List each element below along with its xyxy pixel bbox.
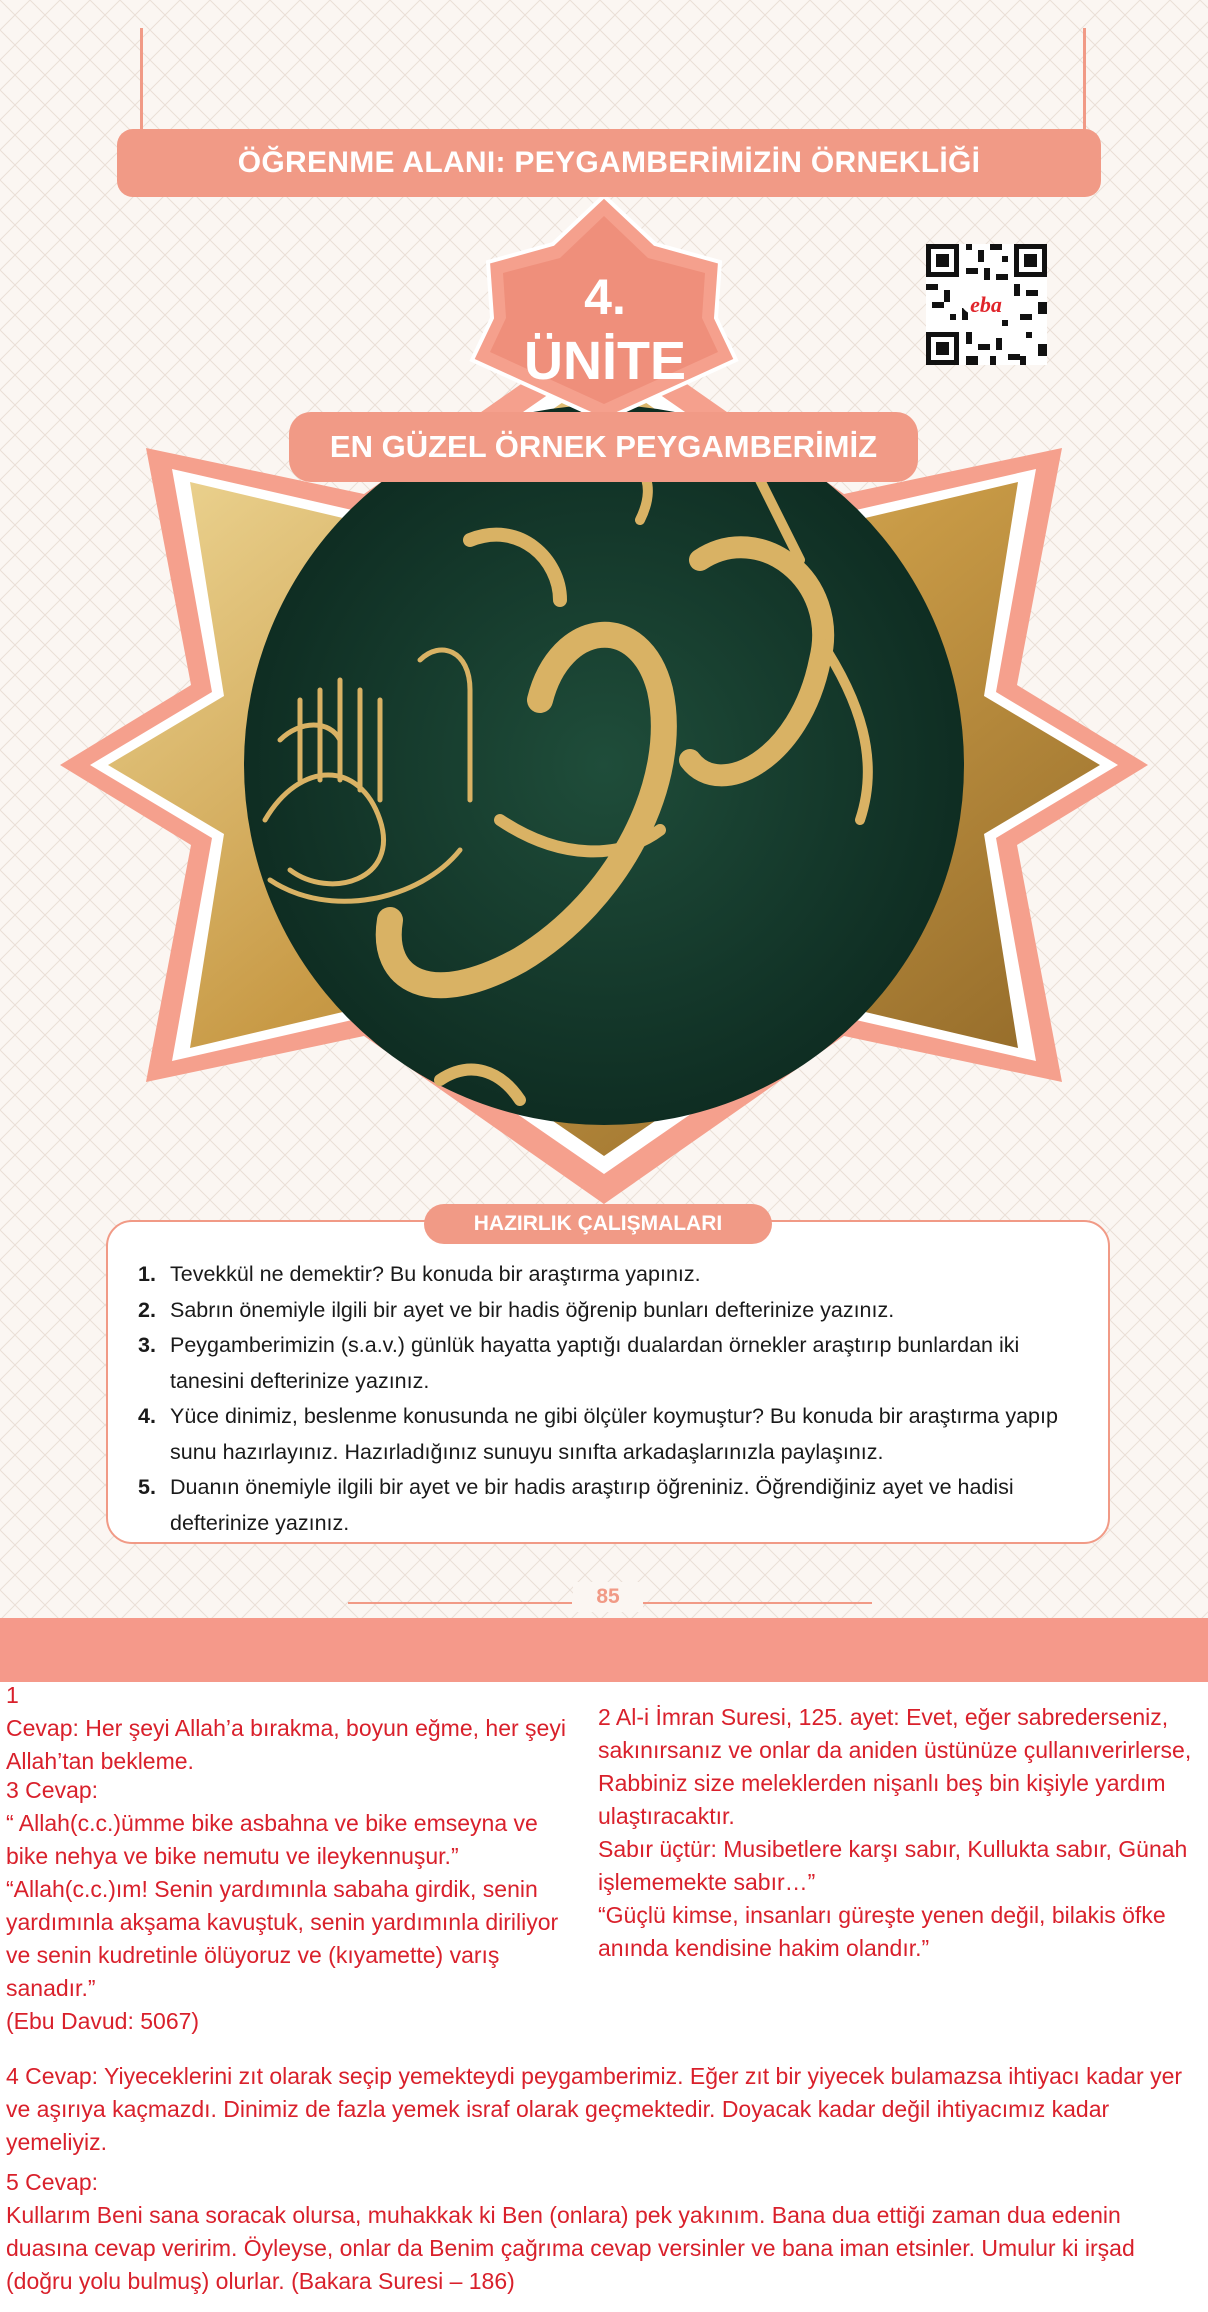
answer-4: 4 Cevap: Yiyeceklerini zıt olarak seçip yemekteydi peygamberimiz. Eğer zıt bir yiyecek bulamazsa ihtiyacı kadar yer ve aşırıya kaçmazdı. Dinimiz de fazla yemek israf olarak geçmektedir. Doyacak kadar değil ihtiyacımız kadar yemeliyiz. [6, 2063, 1183, 2155]
answer-3: 3 Cevap: “ Allah(c.c.)ümme bike asbahna ve bike emseyna ve bike nehya ve bike nemutu ve ileykennuşur.” “Allah(c.c.)ım! Senin yardımınla sabaha girdik, senin yardımınla akşama kavuştuk, senin yardımınla diriliyor ve senin kudretinle ölüyoruz ve (kıyamette) varış sanadır.” (Ebu Davud: 5067) [6, 1777, 559, 2034]
preparation-item [138, 1328, 1088, 1399]
preparation-item-text: Yüce dinimiz, beslenme konusunda ne gibi ölçüler koymuştur? Bu konuda bir araştırma yapıp sunu hazırlayınız. Hazırladığınız sunuyu sınıfta arkadaşlarınızla paylaşınız. [170, 1404, 1058, 1464]
unit-word: ÜNİTE [524, 331, 686, 391]
preparation-list [138, 1257, 1088, 1541]
preparation-item-text: Duanın önemiyle ilgili bir ayet ve bir hadis araştırıp öğreniniz. Öğrendiğiniz ayet ve hadisi defterinize yazınız. [170, 1475, 1014, 1535]
preparation-title: HAZIRLIK ÇALIŞMALARI [424, 1204, 772, 1244]
preparation-item [138, 1257, 1088, 1293]
unit-number: 4. [584, 269, 626, 325]
qr-code-graphic [926, 244, 1047, 365]
qr-code[interactable] [926, 244, 1047, 365]
preparation-item-number: 3. [138, 1333, 156, 1357]
unit-title: EN GÜZEL ÖRNEK PEYGAMBERİMİZ [289, 412, 918, 482]
answer-2: 2 Al-i İmran Suresi, 125. ayet: Evet, eğer sabrederseniz, sakınırsanız ve onlar da aniden üstünüze çullanıverirlerse, Rabbiniz size meleklerden nişanlı beş bin kişiyle yardım ulaştıracaktır. Sabır üçtür: Musibetlere karşı sabır, Kullukta sabır, Günah işlememekte sabır…” “Güçlü kimse, insanları güreşte yenen değil, bilakis öfke anında kendisine hakim olandır.” [598, 1704, 1192, 1961]
answer-5: 5 Cevap: Kullarım Beni sana soracak olursa, muhakkak ki Ben (onlara) pek yakınım. Bana dua ettiği zaman dua edenin duasına cevap veririm. Öyleyse, onlar da Benim çağrıma cevap versinler ve bana iman etsinler. Umulur ki irşad (doğru yolu bulmuş) olurlar. (Bakara Suresi – 186) [6, 2169, 1135, 2294]
learning-area-banner: ÖĞRENME ALANI: PEYGAMBERİMİZİN ÖRNEKLİĞİ [117, 129, 1101, 197]
preparation-item [138, 1399, 1088, 1470]
medallion [244, 405, 964, 1125]
preparation-item-number: 2. [138, 1297, 156, 1322]
preparation-item-number: 5. [138, 1475, 156, 1499]
preparation-item-number: 1. [138, 1262, 156, 1286]
preparation-item [138, 1470, 1088, 1541]
qr-logo-label: eba [970, 292, 1002, 317]
preparation-item-text: Sabrın önemiyle ilgili bir ayet ve bir hadis öğrenip bunları defterinize yazınız. [170, 1297, 895, 1322]
answer-1: 1 Cevap: Her şeyi Allah’a bırakma, boyun eğme, her şeyi Allah’tan bekleme. [6, 1682, 566, 1774]
separator-bar [0, 1618, 1208, 1682]
preparation-item-number: 4. [138, 1404, 156, 1428]
preparation-item-text: Peygamberimizin (s.a.v.) günlük hayatta yaptığı dualardan örnekler araştırıp bunlardan iki tanesini defterinize yazınız. [170, 1333, 1020, 1393]
page-number: 85 [573, 1582, 643, 1612]
preparation-item [138, 1293, 1088, 1329]
preparation-item-text: Tevekkül ne demektir? Bu konuda bir araştırma yapınız. [170, 1262, 701, 1286]
